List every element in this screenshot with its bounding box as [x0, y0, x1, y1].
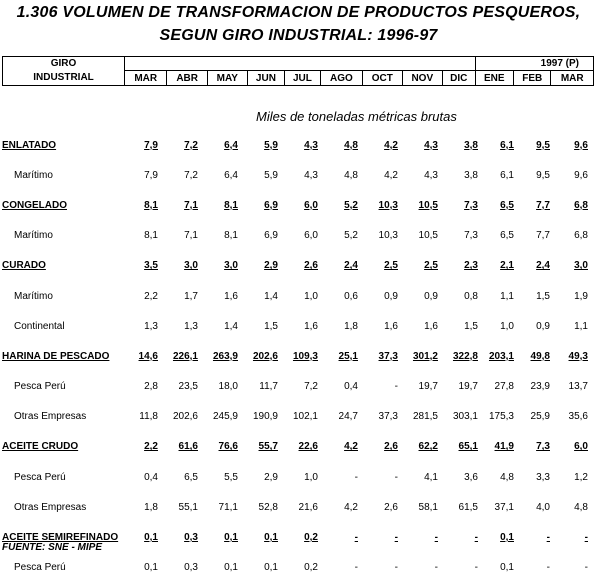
subcategory-row: [2, 402, 594, 432]
value-cell: 35,6: [568, 411, 588, 423]
value-cell: 0,2: [304, 562, 318, 574]
value-cell: 6,9: [264, 199, 278, 211]
units-caption: Miles de toneladas métricas brutas: [256, 109, 457, 124]
value-cell: 7,1: [184, 199, 198, 211]
table-title-line2: SEGUN GIRO INDUSTRIAL: 1996-97: [159, 27, 438, 44]
value-cell: 281,5: [412, 411, 438, 423]
value-cell: 0,1: [500, 562, 514, 574]
value-cell: 2,4: [536, 260, 550, 272]
row-label: ACEITE CRUDO: [2, 441, 79, 453]
value-cell: 1,0: [304, 290, 318, 302]
value-cell: 6,5: [500, 230, 514, 242]
value-cell: -: [584, 532, 588, 544]
category-row: [2, 341, 594, 371]
value-cell: 0,9: [424, 290, 438, 302]
row-label: Marítimo: [14, 230, 53, 242]
row-label: HARINA DE PESCADO: [2, 350, 110, 362]
value-cell: 1,4: [264, 290, 278, 302]
subcategory-row: [2, 281, 594, 311]
value-cell: 7,2: [304, 381, 318, 393]
value-cell: 4,8: [574, 501, 588, 513]
category-row: [2, 432, 594, 462]
value-cell: 2,6: [384, 441, 398, 453]
value-cell: 65,1: [458, 441, 478, 453]
value-cell: 203,1: [488, 350, 514, 362]
value-cell: 301,2: [412, 350, 438, 362]
value-cell: 2,3: [464, 260, 478, 272]
row-label: Otras Empresas: [14, 411, 87, 423]
value-cell: 55,1: [178, 501, 198, 513]
value-cell: 245,9: [212, 411, 238, 423]
value-cell: -: [474, 562, 478, 574]
value-cell: 1,1: [574, 320, 588, 332]
month-header: ENE: [475, 71, 513, 86]
value-cell: 1,6: [384, 320, 398, 332]
value-cell: 6,4: [224, 169, 238, 181]
value-cell: 4,1: [424, 471, 438, 483]
category-row: [2, 130, 594, 160]
source-note: FUENTE: SNE - MIPE: [2, 542, 103, 553]
value-cell: 0,1: [144, 562, 158, 574]
value-cell: 9,6: [574, 139, 588, 151]
subcategory-row: [2, 372, 594, 402]
year-1996-header: [125, 57, 476, 71]
month-header: ABR: [167, 71, 207, 86]
month-header: AGO: [320, 71, 362, 86]
value-cell: 11,7: [259, 381, 278, 393]
value-cell: 2,9: [264, 471, 278, 483]
value-cell: 1,8: [344, 320, 358, 332]
value-cell: 5,9: [264, 169, 278, 181]
value-cell: 263,9: [212, 350, 238, 362]
value-cell: 55,7: [258, 441, 278, 453]
value-cell: 1,9: [574, 290, 588, 302]
value-cell: 5,2: [344, 199, 358, 211]
table-title-line1: 1.306 VOLUMEN DE TRANSFORMACION DE PRODUCTOS PESQUEROS,: [16, 4, 581, 21]
value-cell: 4,2: [384, 139, 398, 151]
month-header: JUL: [285, 71, 321, 86]
value-cell: 49,3: [568, 350, 588, 362]
value-cell: -: [474, 532, 478, 544]
value-cell: 27,8: [494, 381, 514, 393]
value-cell: -: [394, 562, 398, 574]
value-cell: 0,4: [344, 381, 358, 393]
value-cell: 10,3: [378, 230, 398, 242]
value-cell: -: [354, 562, 358, 574]
value-cell: 8,1: [144, 199, 158, 211]
value-cell: 1,6: [424, 320, 438, 332]
subcategory-row: [2, 160, 594, 190]
value-cell: 6,4: [224, 139, 238, 151]
value-cell: 1,8: [144, 501, 158, 513]
row-label: Pesca Perú: [14, 381, 66, 393]
value-cell: 2,2: [144, 290, 158, 302]
value-cell: -: [434, 562, 438, 574]
value-cell: 2,6: [304, 260, 318, 272]
month-header: OCT: [363, 71, 402, 86]
value-cell: 5,5: [224, 471, 238, 483]
value-cell: 109,3: [292, 350, 318, 362]
value-cell: 6,8: [574, 230, 588, 242]
value-cell: 7,2: [184, 169, 198, 181]
value-cell: 7,7: [536, 230, 550, 242]
year-1997-header: 1997 (P): [475, 57, 593, 71]
value-cell: 4,8: [344, 139, 358, 151]
value-cell: 19,7: [458, 381, 478, 393]
month-header: MAR: [125, 71, 167, 86]
value-cell: 23,9: [530, 381, 550, 393]
value-cell: -: [354, 532, 358, 544]
value-cell: 0,9: [536, 320, 550, 332]
row-label: ACEITE SEMIREFINADO: [2, 532, 119, 544]
value-cell: 4,8: [500, 471, 514, 483]
value-cell: 2,4: [344, 260, 358, 272]
value-cell: 9,6: [574, 169, 588, 181]
value-cell: 41,9: [494, 441, 514, 453]
value-cell: -: [546, 562, 550, 574]
value-cell: -: [394, 471, 398, 483]
value-cell: 175,3: [488, 411, 514, 423]
value-cell: 2,5: [384, 260, 398, 272]
value-cell: 1,5: [264, 320, 278, 332]
value-cell: 4,3: [304, 139, 318, 151]
value-cell: 18,0: [218, 381, 238, 393]
value-cell: 7,9: [144, 169, 158, 181]
value-cell: 0,1: [500, 532, 514, 544]
value-cell: 3,0: [224, 260, 238, 272]
value-cell: 1,4: [224, 320, 238, 332]
row-label: Pesca Perú: [14, 471, 66, 483]
data-table: [2, 130, 594, 583]
value-cell: 7,2: [184, 139, 198, 151]
value-cell: 6,8: [574, 199, 588, 211]
value-cell: 226,1: [172, 350, 198, 362]
value-cell: 6,0: [304, 199, 318, 211]
subcategory-row: [2, 462, 594, 492]
value-cell: 1,1: [500, 290, 514, 302]
value-cell: 14,6: [138, 350, 158, 362]
value-cell: 71,1: [218, 501, 238, 513]
value-cell: 6,1: [500, 169, 514, 181]
value-cell: 25,9: [530, 411, 550, 423]
value-cell: 37,3: [378, 411, 398, 423]
value-cell: 10,5: [418, 199, 438, 211]
value-cell: 3,0: [184, 260, 198, 272]
value-cell: 7,3: [536, 441, 550, 453]
value-cell: 4,8: [344, 169, 358, 181]
value-cell: 7,1: [184, 230, 198, 242]
row-label: CURADO: [2, 260, 46, 272]
month-header: MAR: [551, 71, 594, 86]
value-cell: 0,2: [304, 532, 318, 544]
value-cell: 2,8: [144, 381, 158, 393]
value-cell: 2,5: [424, 260, 438, 272]
value-cell: 0,3: [184, 562, 198, 574]
value-cell: 7,3: [464, 199, 478, 211]
value-cell: 0,3: [184, 532, 198, 544]
value-cell: 3,5: [144, 260, 158, 272]
value-cell: -: [394, 532, 398, 544]
value-cell: 0,8: [464, 290, 478, 302]
value-cell: 7,9: [144, 139, 158, 151]
value-cell: 6,0: [304, 230, 318, 242]
value-cell: 9,5: [536, 139, 550, 151]
value-cell: 13,7: [568, 381, 588, 393]
subcategory-row: [2, 553, 594, 583]
value-cell: 11,8: [139, 411, 158, 423]
value-cell: 0,6: [344, 290, 358, 302]
value-cell: 7,7: [536, 199, 550, 211]
value-cell: 1,0: [304, 471, 318, 483]
value-cell: 8,1: [224, 230, 238, 242]
value-cell: 24,7: [338, 411, 358, 423]
value-cell: 1,3: [184, 320, 198, 332]
value-cell: 102,1: [292, 411, 318, 423]
value-cell: 61,6: [178, 441, 198, 453]
value-cell: 0,9: [384, 290, 398, 302]
subcategory-row: [2, 311, 594, 341]
value-cell: 0,1: [264, 532, 278, 544]
value-cell: 61,5: [458, 501, 478, 513]
row-label: Continental: [14, 320, 65, 332]
value-cell: -: [584, 562, 588, 574]
value-cell: 4,2: [384, 169, 398, 181]
value-cell: -: [434, 532, 438, 544]
value-cell: 2,6: [384, 501, 398, 513]
subcategory-row: [2, 221, 594, 251]
month-header: DIC: [443, 71, 476, 86]
value-cell: -: [394, 381, 398, 393]
value-cell: 1,7: [184, 290, 198, 302]
value-cell: 303,1: [452, 411, 478, 423]
value-cell: 202,6: [172, 411, 198, 423]
value-cell: -: [546, 532, 550, 544]
row-label: ENLATADO: [2, 139, 57, 151]
value-cell: 6,9: [264, 230, 278, 242]
month-header: JUN: [247, 71, 285, 86]
value-cell: 6,0: [574, 441, 588, 453]
value-cell: 4,3: [424, 169, 438, 181]
value-cell: 3,3: [536, 471, 550, 483]
row-label: Pesca Perú: [14, 562, 66, 574]
value-cell: 3,8: [464, 169, 478, 181]
value-cell: 1,6: [224, 290, 238, 302]
value-cell: 37,1: [494, 501, 514, 513]
value-cell: 62,2: [418, 441, 438, 453]
value-cell: 0,4: [144, 471, 158, 483]
giro-header-line2: INDUSTRIAL: [33, 72, 94, 83]
value-cell: 0,1: [144, 532, 158, 544]
value-cell: 4,0: [536, 501, 550, 513]
value-cell: 6,5: [184, 471, 198, 483]
value-cell: 5,2: [344, 230, 358, 242]
value-cell: 49,8: [530, 350, 550, 362]
value-cell: 4,2: [344, 501, 358, 513]
giro-header-line1: GIRO: [50, 58, 77, 69]
value-cell: 10,5: [418, 230, 438, 242]
value-cell: 8,1: [144, 230, 158, 242]
value-cell: 4,3: [304, 169, 318, 181]
value-cell: 0,1: [224, 562, 238, 574]
value-cell: 322,8: [452, 350, 478, 362]
value-cell: 58,1: [418, 501, 438, 513]
month-header: FEB: [514, 71, 551, 86]
value-cell: 1,2: [574, 471, 588, 483]
category-row: [2, 190, 594, 220]
row-label: Marítimo: [14, 169, 53, 181]
value-cell: 3,8: [464, 139, 478, 151]
value-cell: -: [354, 471, 358, 483]
value-cell: 1,0: [500, 320, 514, 332]
value-cell: 5,9: [264, 139, 278, 151]
value-cell: 2,9: [264, 260, 278, 272]
value-cell: 19,7: [418, 381, 438, 393]
row-label: Otras Empresas: [14, 501, 87, 513]
value-cell: 23,5: [178, 381, 198, 393]
value-cell: 1,5: [536, 290, 550, 302]
table-header: [2, 56, 594, 86]
row-label: CONGELADO: [2, 199, 67, 211]
month-header: NOV: [402, 71, 442, 86]
value-cell: 37,3: [378, 350, 398, 362]
value-cell: 25,1: [338, 350, 358, 362]
value-cell: 76,6: [218, 441, 238, 453]
value-cell: 202,6: [252, 350, 278, 362]
value-cell: 2,1: [500, 260, 514, 272]
value-cell: 22,6: [298, 441, 318, 453]
value-cell: 9,5: [536, 169, 550, 181]
category-row: [2, 251, 594, 281]
value-cell: 4,3: [424, 139, 438, 151]
value-cell: 0,1: [224, 532, 238, 544]
value-cell: 1,6: [304, 320, 318, 332]
value-cell: 2,2: [144, 441, 158, 453]
value-cell: 3,0: [574, 260, 588, 272]
value-cell: 10,3: [378, 199, 398, 211]
value-cell: 3,6: [464, 471, 478, 483]
row-label: Marítimo: [14, 290, 53, 302]
value-cell: 0,1: [264, 562, 278, 574]
giro-header: [3, 57, 125, 86]
value-cell: 4,2: [344, 441, 358, 453]
value-cell: 6,1: [500, 139, 514, 151]
value-cell: 1,3: [144, 320, 158, 332]
value-cell: 190,9: [252, 411, 278, 423]
value-cell: 7,3: [464, 230, 478, 242]
value-cell: 21,6: [298, 501, 318, 513]
value-cell: 52,8: [258, 501, 278, 513]
value-cell: 8,1: [224, 199, 238, 211]
subcategory-row: [2, 492, 594, 522]
value-cell: 1,5: [464, 320, 478, 332]
value-cell: 6,5: [500, 199, 514, 211]
month-header: MAY: [207, 71, 247, 86]
